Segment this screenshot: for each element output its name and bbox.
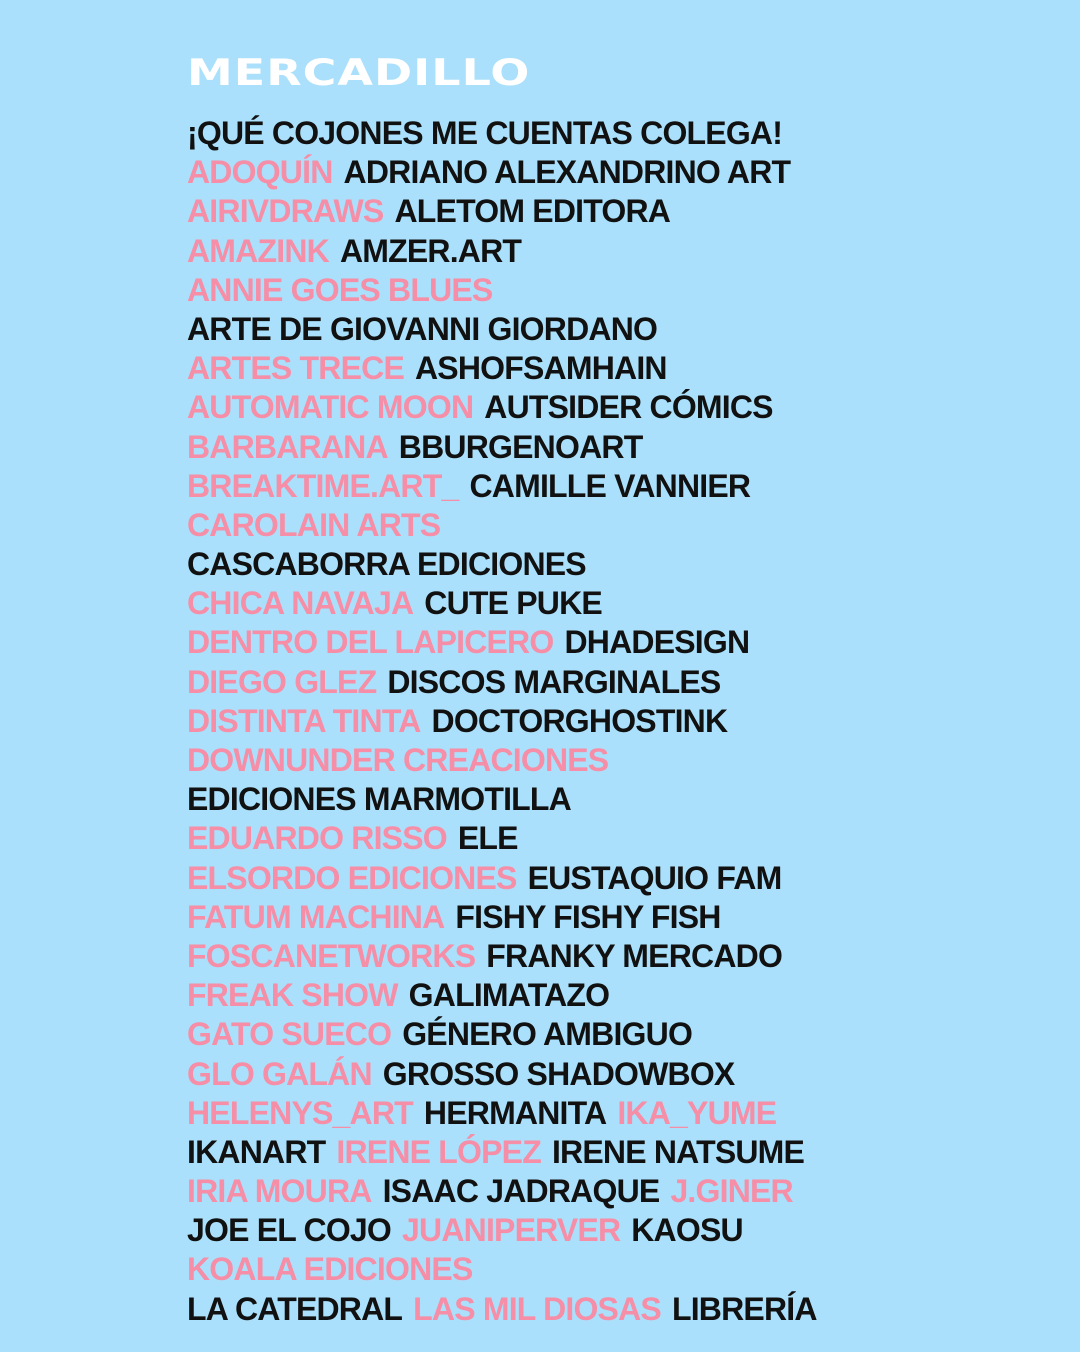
exhibitor-name: BREAKTIME.ART_: [187, 467, 459, 504]
exhibitor-row: [187, 545, 1067, 584]
exhibitor-name: DENTRO DEL LAPICERO: [187, 624, 554, 661]
exhibitor-name: IRENE NATSUME: [551, 1133, 805, 1170]
exhibitor-name: ARTES TRECE: [187, 350, 404, 387]
exhibitor-name: GALIMATAZO: [408, 977, 610, 1014]
exhibitor-name: IKANART: [187, 1133, 326, 1170]
exhibitor-name: FATUM MACHINA: [187, 898, 445, 935]
exhibitor-row: [187, 467, 1067, 506]
exhibitor-name: ANNIE GOES BLUES: [187, 271, 493, 308]
exhibitor-name: JOE EL COJO: [187, 1212, 392, 1249]
exhibitor-name: GROSSO SHADOWBOX: [382, 1055, 735, 1092]
exhibitor-row: [187, 153, 1067, 192]
exhibitor-name: EDICIONES MARMOTILLA: [187, 781, 571, 818]
exhibitor-row: [187, 1055, 1067, 1094]
exhibitor-row: [187, 1094, 1067, 1133]
exhibitor-row: [187, 428, 1067, 467]
exhibitor-name: FOSCANETWORKS: [187, 937, 476, 974]
exhibitor-name: ASHOFSAMHAIN: [415, 350, 667, 387]
exhibitor-row: [187, 192, 1067, 231]
exhibitor-row: [187, 584, 1067, 623]
exhibitor-row: [187, 1172, 1067, 1211]
exhibitor-name: AIRIVDRAWS: [187, 193, 384, 230]
exhibitor-name: DISCOS MARGINALES: [387, 663, 721, 700]
exhibitor-row: [187, 1250, 1067, 1289]
exhibitor-name: KAOSU: [631, 1212, 743, 1249]
exhibitor-row: [187, 310, 1067, 349]
exhibitor-name: IRIA MOURA: [187, 1173, 372, 1210]
exhibitor-name: ARTE DE GIOVANNI GIORDANO: [187, 310, 658, 347]
poster-title: MERCADILLO: [187, 50, 531, 94]
exhibitor-name: IRENE LÓPEZ: [336, 1133, 541, 1170]
exhibitor-name: DOCTORGHOSTINK: [431, 702, 728, 739]
exhibitor-name: AMAZINK: [187, 232, 329, 269]
exhibitor-name: AUTSIDER CÓMICS: [484, 389, 773, 426]
exhibitor-row: [187, 349, 1067, 388]
exhibitor-name: CASCABORRA EDICIONES: [187, 546, 586, 583]
poster: [187, 52, 1067, 1352]
exhibitor-row: [187, 702, 1067, 741]
exhibitor-name: GLO GALÁN: [187, 1055, 372, 1092]
exhibitor-name: LA CATEDRAL: [187, 1290, 403, 1327]
exhibitor-name: ¡QUÉ COJONES ME CUENTAS COLEGA!: [187, 115, 783, 151]
exhibitor-name: BARBARANA: [187, 428, 388, 465]
exhibitor-name: AUTOMATIC MOON: [187, 389, 474, 426]
exhibitor-name: CAROLAIN ARTS: [187, 506, 441, 543]
exhibitor-name: FISHY FISHY FISH: [455, 898, 721, 935]
exhibitor-name: KOALA EDICIONES: [187, 1251, 473, 1288]
exhibitor-row: [187, 741, 1067, 780]
exhibitor-row: [187, 1211, 1067, 1250]
exhibitor-name: DIEGO GLEZ: [187, 663, 377, 700]
exhibitor-row: [187, 663, 1067, 702]
exhibitor-row: [187, 1133, 1067, 1172]
exhibitor-name: DOWNUNDER CREACIONES: [187, 742, 609, 778]
exhibitor-name: BBURGENOART: [398, 428, 643, 465]
exhibitor-name: EUSTAQUIO FAM: [527, 859, 782, 896]
exhibitor-name: ISAAC JADRAQUE: [382, 1173, 660, 1210]
exhibitor-name: EDUARDO RISSO: [187, 820, 447, 857]
exhibitor-row: [187, 898, 1067, 937]
exhibitor-row: [187, 819, 1067, 858]
exhibitor-name: ADRIANO ALEXANDRINO ART: [343, 154, 791, 191]
exhibitor-row: [187, 976, 1067, 1015]
exhibitor-row: [187, 623, 1067, 662]
exhibitor-row: [187, 271, 1067, 310]
exhibitor-row: [187, 1290, 1067, 1329]
exhibitor-row: [187, 388, 1067, 427]
exhibitor-name: DHADESIGN: [564, 624, 750, 661]
exhibitor-name: GATO SUECO: [187, 1016, 392, 1053]
exhibitor-name: ELSORDO EDICIONES: [187, 859, 517, 896]
exhibitor-name: ELE: [457, 820, 518, 857]
exhibitor-row: [187, 859, 1067, 898]
exhibitor-name: CUTE PUKE: [424, 585, 602, 622]
exhibitor-name: LIBRERÍA: [671, 1290, 817, 1327]
exhibitor-name: J.GINER: [670, 1173, 793, 1210]
exhibitor-name: HELENYS_ART: [187, 1094, 413, 1131]
exhibitor-name: CAMILLE VANNIER: [469, 467, 751, 504]
exhibitor-row: [187, 937, 1067, 976]
exhibitor-name: FREAK SHOW: [187, 977, 398, 1014]
exhibitor-name: DISTINTA TINTA: [187, 702, 421, 739]
exhibitor-row: [187, 114, 1067, 153]
exhibitor-list: [187, 114, 1067, 1352]
exhibitor-name: ADOQUÍN: [187, 154, 333, 191]
exhibitor-name: HERMANITA: [423, 1094, 607, 1131]
exhibitor-name: FRANKY MERCADO: [486, 937, 783, 974]
exhibitor-name: CHICA NAVAJA: [187, 585, 414, 622]
exhibitor-row: [187, 232, 1067, 271]
exhibitor-row: [187, 506, 1067, 545]
exhibitor-name: ALETOM EDITORA: [394, 193, 671, 230]
exhibitor-name: IKA_YUME: [617, 1094, 777, 1131]
exhibitor-name: AMZER.ART: [339, 232, 522, 269]
exhibitor-name: LAS MIL DIOSAS: [413, 1290, 661, 1327]
exhibitor-name: GÉNERO AMBIGUO: [402, 1016, 693, 1053]
exhibitor-row: [187, 780, 1067, 819]
exhibitor-name: JUANIPERVER: [402, 1212, 621, 1249]
exhibitor-row: [187, 1015, 1067, 1054]
